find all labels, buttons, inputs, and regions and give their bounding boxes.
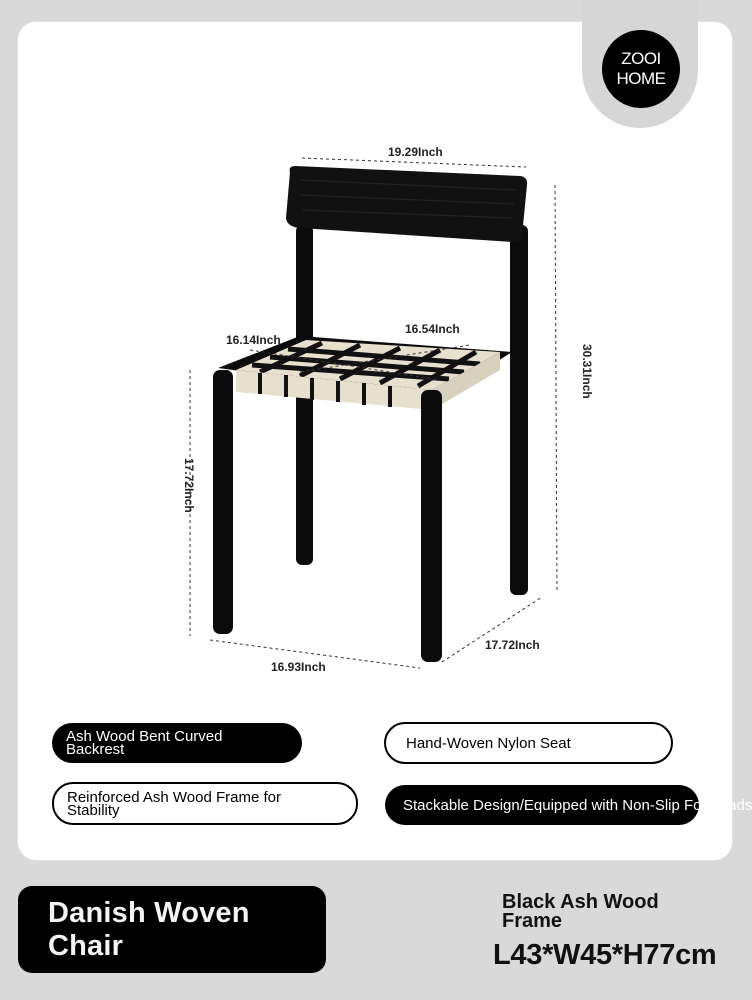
dim-seat-depth: 16.14Inch (226, 333, 281, 347)
backrest (286, 166, 527, 242)
front-right-leg (421, 390, 442, 662)
brand-line-2: HOME (616, 69, 666, 88)
feature-seat: Hand-Woven Nylon Seat (384, 722, 673, 764)
front-left-leg (213, 370, 233, 634)
brand-line-1: ZOOI (621, 49, 661, 68)
dim-back-width: 19.29Inch (388, 145, 443, 159)
dim-base-side: 17.72Inch (485, 638, 540, 652)
feature-stackable: Stackable Design/Equipped with Non-Slip Foot Pads (385, 785, 699, 825)
dim-total-height: 30.31Inch (580, 344, 594, 399)
dim-seat-width: 16.54Inch (405, 322, 460, 336)
dim-seat-height: 17.72Inch (182, 458, 196, 513)
product-material: Black Ash Wood Frame (502, 891, 659, 932)
dim-base-front: 16.93Inch (271, 660, 326, 674)
feature-frame: Reinforced Ash Wood Frame for Stability (52, 782, 358, 825)
product-name: Danish Woven Chair (48, 896, 250, 962)
feature-backrest: Ash Wood Bent Curved Backrest (52, 723, 302, 763)
product-name-box (18, 886, 326, 973)
product-size: L43*W45*H77cm (493, 939, 717, 971)
back-right-leg (510, 225, 528, 595)
